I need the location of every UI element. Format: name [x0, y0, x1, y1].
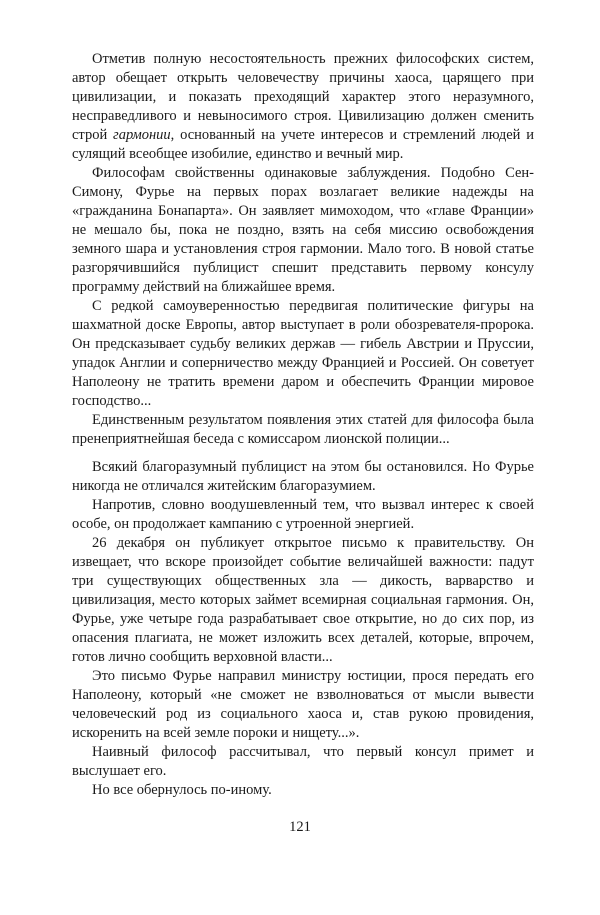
paragraph: Наивный философ рассчитывал, что первый консул примет и выслушает его.: [72, 744, 534, 779]
paragraph: Единственным результатом появления этих статей для философа была пренеприятнейшая беседа с комиссаром лионской полиции...: [72, 412, 534, 447]
paragraph: Всякий благоразумный публицист на этом бы остановился. Но Фурье никогда не отличался житейским благоразумием.: [72, 459, 534, 494]
text-section-two: [72, 458, 534, 800]
paragraph: Отметив полную несостоятельность прежних философских систем, автор обещает открыть человечеству причины хаоса, царящего при цивилизации, и показать преходящий характер этого неразумного, несправедливого и невыносимого строя. Цивилизацию должен сменить строй гармонии, основанный на учете интересов и стремлений людей и сулящий всеобщее изобилие, единство и вечный мир.: [72, 51, 534, 162]
paragraph: 26 декабря он публикует открытое письмо к правительству. Он извещает, что вскоре произойдет событие величайшей важности: падут три существующих общественных зла — дикость, варварство и цивилизация, место которых займет всемирная социальная гармония. Он, Фурье, уже четыре года разрабатывает свое открытие, но до сих пор, из опасения плагиата, не может изложить всех деталей, которые, впрочем, готов лично сообщить верховной власти...: [72, 535, 534, 665]
paragraph: Напротив, словно воодушевленный тем, что вызвал интерес к своей особе, он продолжает кампанию с утроенной энергией.: [72, 497, 534, 532]
paragraph: Это письмо Фурье направил министру юстиции, прося передать его Наполеону, который «не сможет не взволноваться от мысли вывести человеческий род из социального хаоса и, став рукою провидения, искоренить на всей земле пороки и нищету...».: [72, 668, 534, 741]
text-section-one: [72, 50, 534, 449]
paragraph: С редкой самоуверенностью передвигая политические фигуры на шахматной доске Европы, автор выступает в роли обозревателя-пророка. Он предсказывает судьбу великих держав — гибель Австрии и Пруссии, упадок Англии и соперничество между Францией и Россией. Он советует Наполеону не тратить времени даром и обеспечить Франции мировое господство...: [72, 298, 534, 409]
paragraph: Но все обернулось по-иному.: [92, 782, 272, 798]
emphasized-term: гармонии: [113, 127, 171, 143]
page-number: 121: [289, 819, 311, 835]
paragraph: Философам свойственны одинаковые заблуждения. Подобно Сен-Симону, Фурье на первых порах возлагает великие надежды на «гражданина Бонапарта». Он заявляет мимоходом, что «главе Франции» не мешало бы, пока не поздно, взять на себя миссию освобождения земного шара и установления строя гармонии. Мало того. В новой статье разгорячившийся публицист спешит представить первому консулу программу действий на ближайшее время.: [72, 165, 534, 295]
